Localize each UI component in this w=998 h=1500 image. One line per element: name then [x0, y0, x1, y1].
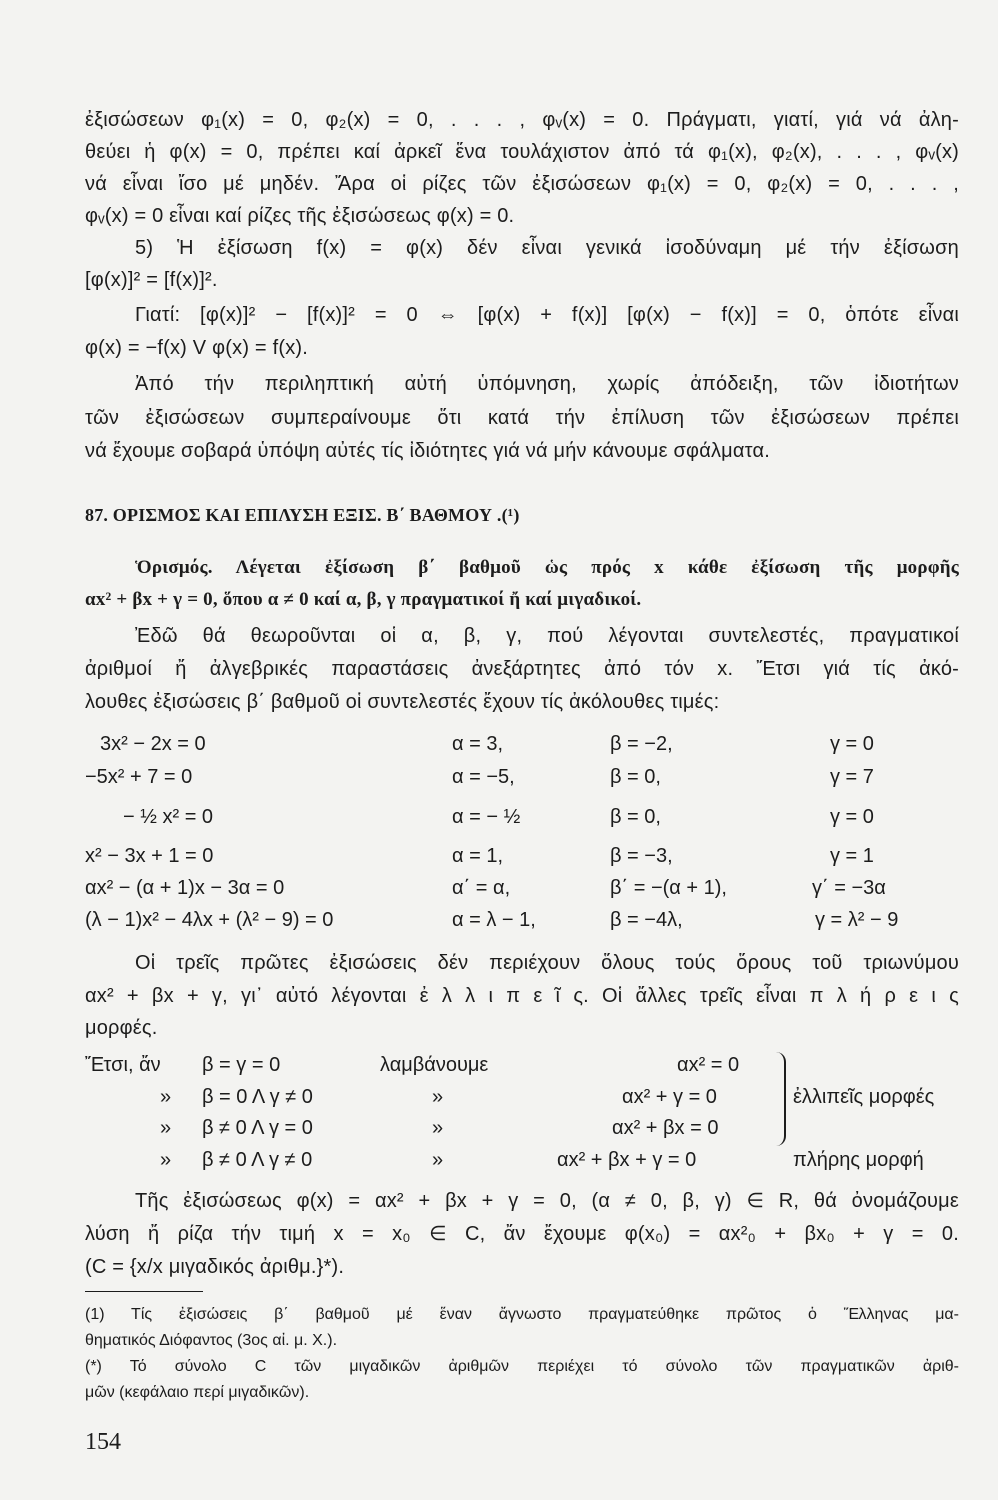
example-gamma: γ = 7 [830, 766, 874, 788]
case-verb: » [432, 1086, 444, 1108]
text-line: νά ἔχουμε σοβαρά ὑπόψη αὐτές τίς ἰδιότητες γιά νά μήν κάνουμε σφάλματα. [85, 440, 770, 462]
case-verb: » [432, 1117, 444, 1139]
example-equation: (λ − 1)x² − 4λx + (λ² − 9) = 0 [85, 909, 334, 931]
example-beta: β = −4λ, [610, 909, 683, 931]
text-line: [φ(x)]² = [f(x)]². [85, 269, 218, 291]
complete-form-label: πλήρης μορφή [793, 1149, 924, 1171]
example-alpha: α = − ½ [452, 806, 521, 828]
text-line: μορφές. [85, 1017, 158, 1039]
example-alpha: α = −5, [452, 766, 515, 788]
text-line: λουθες ἐξισώσεις β΄ βαθμοῦ οἱ συντελεστές ἔχουν τίς ἀκόλουθες τιμές: [85, 691, 720, 713]
example-gamma: γ΄ = −3α [812, 877, 886, 899]
case-condition: β = γ = 0 [202, 1054, 281, 1076]
example-alpha: α = 3, [452, 733, 504, 755]
example-alpha: α΄ = α, [452, 877, 511, 899]
incomplete-forms-label: ἐλλιπεῖς μορφές [793, 1086, 935, 1108]
text-line: τῶν ἐξισώσεων συμπεραίνουμε ὅτι κατά τήν ἐπίλυση τῶν ἐξισώσεων πρέπει [85, 407, 959, 429]
example-alpha: α = 1, [452, 845, 504, 867]
text-line: Ἀπό τήν περιληπτική αὐτή ὑπόμνηση, χωρίς ἀπόδειξη, τῶν ἰδιοτήτων [135, 373, 959, 395]
footnote-divider [85, 1291, 203, 1292]
text-line: φ(x) = −f(x) V φ(x) = f(x). [85, 337, 309, 359]
definition-line: Ὁρισμός. Λέγεται ἐξίσωση β΄ βαθμοῦ ὡς πρός x κάθε ἐξίσωση τῆς μορφῆς [135, 557, 959, 578]
example-equation: αx² − (α + 1)x − 3α = 0 [85, 877, 285, 899]
footnote-line: (*) Τό σύνολο C τῶν μιγαδικῶν ἀριθμῶν περιέχει τό σύνολο τῶν πραγματικῶν ἀριθ- [85, 1358, 959, 1375]
case-lead: Ἔτσι, ἄν [85, 1054, 161, 1076]
example-equation: − ½ x² = 0 [123, 806, 214, 828]
case-condition: β = 0 Λ γ ≠ 0 [202, 1086, 313, 1108]
example-beta: β = 0, [610, 806, 661, 828]
example-alpha: α = λ − 1, [452, 909, 536, 931]
case-condition: β ≠ 0 Λ γ ≠ 0 [202, 1149, 313, 1171]
example-equation: −5x² + 7 = 0 [85, 766, 193, 788]
example-gamma: γ = 1 [830, 845, 874, 867]
example-beta: β = 0, [610, 766, 661, 788]
text-line: λύση ἤ ρίζα τήν τιμή x = x₀ ∈ C, ἄν ἔχουμε φ(x₀) = αx²₀ + βx₀ + γ = 0. [85, 1223, 959, 1245]
case-lead: » [160, 1117, 172, 1139]
text-line: Τῆς ἐξισώσεως φ(x) = αx² + βx + γ = 0, (α ≠ 0, β, γ) ∈ R, θά ὀνομάζουμε [135, 1190, 959, 1212]
example-gamma: γ = 0 [830, 733, 874, 755]
text-line: νά εἶναι ἴσο μέ μηδέν. Ἄρα οἱ ρίζες τῶν ἐξισώσεων φ₁(x) = 0, φ₂(x) = 0, . . . , [85, 173, 959, 195]
footnote-line: θηματικός Διόφαντος (3ος αἰ. μ. Χ.). [85, 1332, 338, 1349]
case-verb: λαμβάνουμε [380, 1054, 489, 1076]
example-equation: x² − 3x + 1 = 0 [85, 845, 214, 867]
text-line: Γιατί: [φ(x)]² − [f(x)]² = 0 ⇔ [φ(x) + f(x)] [φ(x) − f(x)] = 0, ὁπότε εἶναι [135, 304, 959, 326]
curly-brace [772, 1052, 786, 1146]
text-line: 5) Ἡ ἐξίσωση f(x) = φ(x) δέν εἶναι γενικά ἰσοδύναμη μέ τήν ἐξίσωση [135, 237, 959, 259]
example-gamma: γ = 0 [830, 806, 874, 828]
example-beta: β = −3, [610, 845, 673, 867]
text-line: Οἱ τρεῖς πρῶτες ἐξισώσεις δέν περιέχουν ὅλους τούς ὅρους τοῦ τριωνύμου [135, 952, 959, 974]
page-number: 154 [85, 1429, 121, 1455]
case-verb: » [432, 1149, 444, 1171]
text-line: Ἐδῶ θά θεωροῦνται οἱ α, β, γ, πού λέγονται συντελεστές, πραγματικοί [135, 625, 959, 647]
text-line: ἐξισώσεων φ₁(x) = 0, φ₂(x) = 0, . . . , φᵥ(x) = 0. Πράγματι, γιατί, γιά νά ἀλη- [85, 109, 959, 131]
case-form: αx² = 0 [677, 1054, 740, 1076]
section-heading: 87. ΟΡΙΣΜΟΣ ΚΑΙ ΕΠΙΛΥΣΗ ΕΞΙΣ. Β΄ ΒΑΘΜΟΥ .(¹) [85, 505, 520, 525]
case-form: αx² + βx + γ = 0 [557, 1149, 697, 1171]
text-line: φᵥ(x) = 0 εἶναι καί ρίζες τῆς ἐξισώσεως φ(x) = 0. [85, 205, 515, 227]
example-beta: β΄ = −(α + 1), [610, 877, 727, 899]
footnote-line: (1) Τίς ἐξισώσεις β΄ βαθμοῦ μέ ἕναν ἄγνωστο πραγματεύθηκε πρῶτος ὁ Ἕλληνας μα- [85, 1306, 959, 1323]
example-gamma: γ = λ² − 9 [815, 909, 899, 931]
case-form: αx² + γ = 0 [622, 1086, 717, 1108]
case-condition: β ≠ 0 Λ γ = 0 [202, 1117, 313, 1139]
footnote-line: μῶν (κεφάλαιο περί μιγαδικῶν). [85, 1384, 310, 1401]
text-line: (C = {x/x μιγαδικός ἀριθμ.}*). [85, 1256, 345, 1278]
example-equation: 3x² − 2x = 0 [100, 733, 206, 755]
case-lead: » [160, 1149, 172, 1171]
text-line: θεύει ἡ φ(x) = 0, πρέπει καί ἀρκεῖ ἕνα τουλάχιστον ἀπό τά φ₁(x), φ₂(x), . . . , φᵥ(x) [85, 141, 959, 163]
text-line: αx² + βx + γ, γι᾽ αὐτό λέγονται ἐ λ λ ι π ε ῖ ς. Οἱ ἄλλες τρεῖς εἶναι π λ ή ρ ε ι ς [85, 985, 959, 1007]
case-form: αx² + βx = 0 [612, 1117, 719, 1139]
case-lead: » [160, 1086, 172, 1108]
definition-line: αx² + βx + γ = 0, ὅπου α ≠ 0 καί α, β, γ πραγματικοί ἤ καί μιγαδικοί. [85, 589, 642, 610]
example-beta: β = −2, [610, 733, 673, 755]
text-line: ἀριθμοί ἤ ἀλγεβρικές παραστάσεις ἀνεξάρτητες ἀπό τόν x. Ἔτσι γιά τίς ἀκό- [85, 658, 959, 680]
